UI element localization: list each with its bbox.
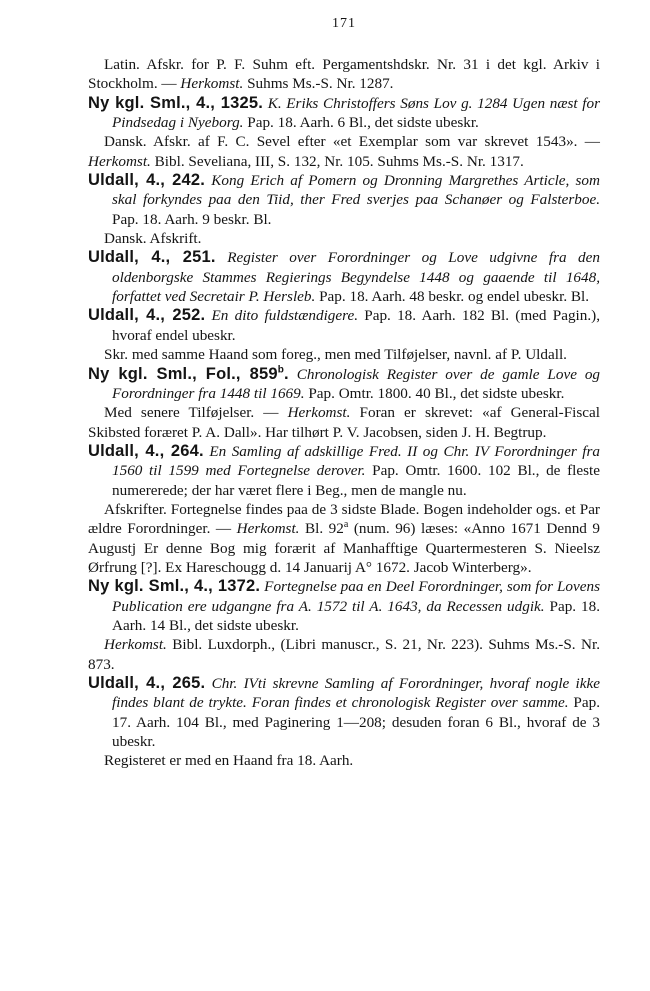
leaf-suffix: a	[343, 519, 349, 531]
entry-note: Skr. med samme Haand som foreg., men med Tilføjelser, navnl. af P. Uldall.	[104, 346, 567, 364]
shelf-mark: Uldall, 4., 265.	[88, 674, 206, 692]
shelf-mark: Ny kgl. Sml., 4., 1372.	[88, 577, 261, 596]
entry-note	[88, 635, 600, 674]
entry-description: Pap. Omtr. 1600. 102 Bl., de fleste numererede; der har været flere i Beg., men de mangle nu.	[112, 462, 600, 499]
note-text: Dansk. Afskr. af F. C. Sevel efter «et Exemplar som var skrevet 1543». —	[104, 133, 600, 151]
shelf-mark: Uldall, 4., 242.	[88, 171, 206, 190]
catalog-entry	[88, 577, 600, 674]
catalog-entry	[88, 306, 600, 364]
shelf-mark: Uldall, 4., 264.	[88, 441, 204, 460]
shelf-mark: Uldall, 4., 252.	[88, 306, 206, 325]
entry-title: Chronologisk Register over de gamle Love og Forordninger fra 1448 til 1669.	[112, 365, 601, 402]
entry-note: Dansk. Afskrift.	[104, 230, 202, 248]
entry-note: Registeret er med en Haand fra 18. Aarh.	[104, 752, 354, 770]
entry-title: Kong Erich af Pomern og Dronning Margrethes Article, som skal forkyndes paa den Tiid, ther Fred sverjes paa Schanøer og Falsterboe.	[112, 172, 600, 209]
catalog-entry	[88, 171, 600, 248]
shelf-mark-text: Ny kgl. Sml., Fol., 859	[88, 364, 278, 383]
lead-text: Latin. Afskr. for P. F. Suhm eft. Pergamentshdskr. Nr. 31 i det kgl. Arkiv i Stockholm. —	[88, 56, 600, 93]
entry-description: Pap. 18. Aarh. 182 Bl. (med Pagin.), hvoraf endel ubeskr.	[112, 307, 601, 344]
catalog-entry	[88, 442, 600, 577]
note-text-end: (num. 96) læses: «Anno 1671 Dennd 9 Augustj Er denne Bog mig forærit af Manhafftige Quartermesteren S. Nieelsz Ørfrung [?]. Ex Hareschougg d. 14 Januarij A° 1672. Jacob Winterberg».	[88, 520, 601, 576]
lead-text-end: Suhms Ms.-S. Nr. 1287.	[243, 75, 394, 93]
note-text: Med senere Tilføjelser. —	[104, 404, 288, 422]
shelf-mark: Ny kgl. Sml., 4., 1325.	[88, 93, 264, 112]
note-text-end: Foran er skrevet: «af General-Fiscal Skibsted foræret P. A. Dall». Har tilhørt P. V. Jacobsen, siden J. H. Begtrup.	[88, 404, 600, 441]
entry-note	[88, 132, 600, 171]
entry-title: Fortegnelse paa en Deel Forordninger, som for Lovens Publication ere udgangne fra A. 1572 til A. 1643, da Recessen udgik.	[112, 578, 600, 615]
entry-note	[88, 403, 600, 442]
note-text-end: Bibl. Seveliana, III, S. 132, Nr. 105. Suhms Ms.-S. Nr. 1317.	[150, 152, 524, 170]
entry-description: Pap. 18. Aarh. 6 Bl., det sidste ubeskr.	[243, 114, 479, 132]
shelf-mark-suffix: b	[277, 364, 285, 375]
catalog-entry	[88, 94, 600, 171]
catalog-entry	[88, 674, 600, 771]
entry-title: En dito fuldstændigere.	[211, 307, 359, 325]
herkomst-label: Herkomst.	[236, 520, 300, 538]
entry-description: Pap. 18. Aarh. 14 Bl., det sidste ubeskr.	[112, 597, 600, 634]
entry-description: Pap. Omtr. 1800. 40 Bl., det sidste ubeskr.	[304, 384, 565, 402]
entry-title: En Samling af adskillige Fred. II og Chr. IV Forordninger fra 1560 til 1599 med Fortegnelse derover.	[112, 442, 601, 480]
page-number: 171	[332, 16, 356, 31]
herkomst-label: Herkomst.	[287, 404, 351, 422]
entry-description: Pap. 18. Aarh. 48 beskr. og endel ubeskr. Bl.	[315, 288, 590, 306]
catalog-entry	[88, 248, 600, 306]
entry-title: K. Eriks Christoffers Søns Lov g. 1284 Ugen næst for Pindsedag i Nyeborg.	[112, 94, 600, 132]
page	[88, 14, 600, 771]
note-text: Afskrifter. Fortegnelse findes paa de 3 sidste Blade. Bogen indeholder ogs. et Par ældre Forordninger. —	[88, 500, 600, 538]
note-text-mid: Bl. 92	[299, 520, 344, 538]
entry-title: Chr. IVti skrevne Samling af Forordninger, hvoraf nogle ikke findes blant de trykte. Foran findes et chronologisk Register over samme.	[112, 675, 601, 712]
herkomst-label: Herkomst.	[88, 152, 151, 170]
herkomst-label: Herkomst.	[104, 636, 167, 654]
shelf-mark: Ny kgl. Sml., Fol., 859$^b$.	[88, 364, 289, 383]
entry-title: Register over Forordninger og Love udgivne fra den oldenborgske Stammes Regierings Begyndelse 1448 og gaaende til 1648, forfattet ved Secretair P. Hersleb.	[112, 249, 600, 306]
entry-description: Pap. 17. Aarh. 104 Bl., med Paginering 1—208; desuden foran 6 Bl., hvoraf de 3 ubeskr.	[112, 694, 601, 751]
note-text-end: Bibl. Luxdorph., (Libri manuscr., S. 21, Nr. 223). Suhms Ms.-S. Nr. 873.	[88, 636, 600, 673]
shelf-mark: Uldall, 4., 251.	[88, 248, 216, 267]
entry-note	[88, 500, 600, 577]
catalog-entry	[88, 365, 600, 442]
entry-description: Pap. 18. Aarh. 9 beskr. Bl.	[112, 210, 272, 228]
lead-paragraph	[88, 55, 600, 94]
herkomst-label: Herkomst.	[180, 75, 244, 93]
